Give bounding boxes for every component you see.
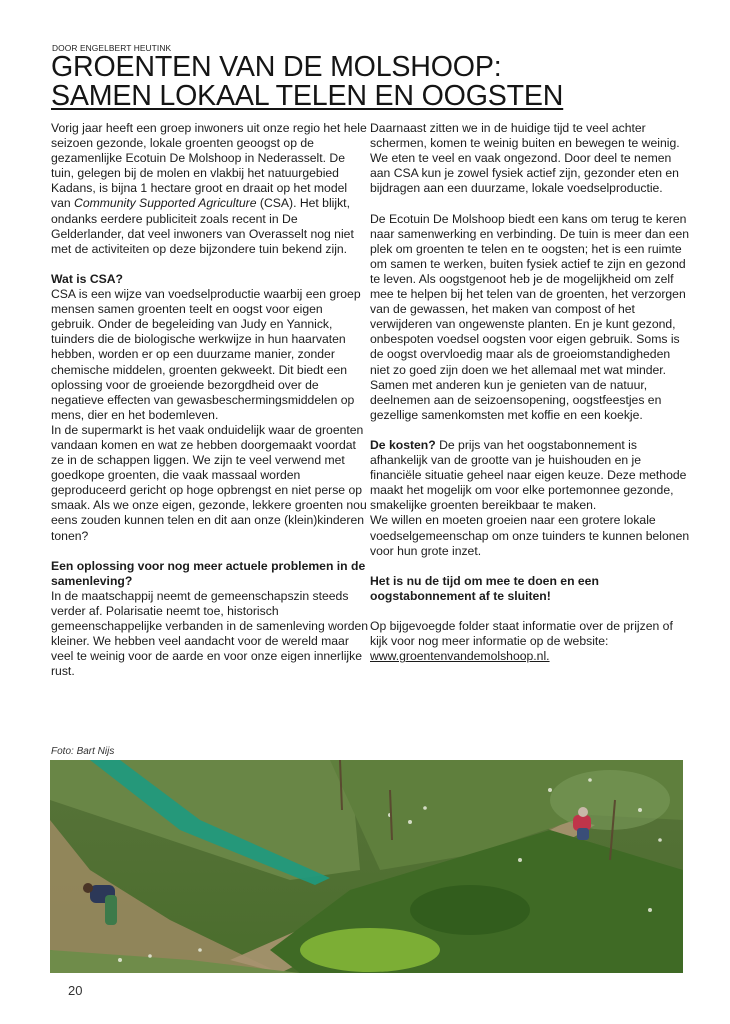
problems-paragraph: In de maatschappij neemt de gemeenschapszin steeds verder af. Polarisatie neemt toe, historisch gemeenschappelijke verbanden in de samenleving worden kleiner. We hebben veel aandacht voor de wereld maar veel te weinig voor de aarde en voor onze eigen innerlijke rust.: [51, 588, 369, 679]
costs-text: De prijs van het oogstabonnement is afhankelijk van de grootte van je huishouden en je financiële situatie geheel naar eigen keuze. Deze methode maakt het mogelijk om voor elke portemonnee gezonde, smakelijke groenten bereikbaar te maken.: [370, 437, 687, 513]
lettuce-row: [300, 928, 440, 972]
page-number: 20: [68, 983, 83, 998]
intro-italic-term: Community Supported Agriculture: [74, 196, 257, 211]
csa-paragraph-2: In de supermarkt is het vaak onduidelijk waar de groenten vandaan komen en wat ze hebben doorgemaakt voordat ze in de schappen liggen. We zijn te veel verwend met goedkope groenten, die vaak massaal worden geproduceerd gericht op hoge opbrengst en niet perse op smaak. Als we onze eigen, gezonde, lekkere groenten nou eens zouden kunnen telen en dit aan onze (klein)kinderen tonen?: [51, 422, 367, 543]
title-line-2: SAMEN LOKAAL TELEN EN OOGSTEN: [51, 80, 564, 112]
garden-photo-illustration: [50, 760, 683, 973]
flower-patch: [550, 770, 670, 830]
photo-caption: Foto: Bart Nijs: [51, 746, 115, 757]
csa-paragraph-1: CSA is een wijze van voedselproductie waarbij een groep mensen samen groenten teelt en oogst voor eigen gebruik. Onder de begeleiding van Judy en Yannick, tuinders die de biologische werkwijze in hun haarvaten hebben, worden er op een duurzame manier, zonder chemische middelen, groenten gekweekt. Dit biedt een oplossing voor de groeiende bezorgdheid over de negatieve effecten van gewasbeschermingsmiddelen op mens, dier en het bodemleven.: [51, 287, 361, 422]
right-paragraph-4: We willen en moeten groeien naar een grotere lokale voedselgemeenschap om onze tuinders te kunnen belonen voor hun grote inzet.: [370, 513, 690, 558]
title-line-1: GROENTEN VAN DE MOLSHOOP:: [51, 51, 502, 83]
zucchini-plants: [410, 885, 530, 935]
intro-text-1: Vorig jaar heeft een groep inwoners uit onze regio het hele seizoen gezonde, lokale groenten geoogst op de gezamenlijke Ecotuin De Molshoop in Nederasselt. De tuin, gelegen bij de molen en vlakbij het natuurgebied Kadans, is bijna 1 hectare groot en draait op het model van: [51, 121, 367, 211]
intro-text-2: (CSA). Het blijkt, ondanks eerdere publiciteit zoals recent in De Gelderlander, dat veel inwoners van Overasselt nog niet met de activiteiten op deze bijzondere tuin bekend zijn.: [51, 196, 354, 256]
left-column: [51, 121, 369, 679]
right-paragraph-2: De Ecotuin De Molshoop biedt een kans om terug te keren naar samenwerking en verbinding. De tuin is meer dan een plek om groenten te telen en te oogsten; het is een ruimte om samen te werken, buiten fysiek actief te zijn en gezond te leven. Als oogstgenoot heb je de mogelijkheid om zelf mee te helpen bij het telen van de groenten, het verzorgen van de gewassen, het maken van compost of het verwijderen van ongewenste planten. En je kunt gezond, onbespoten voedsel oogsten voor eigen gebruik. Soms is de oogst overvloedig maar als de groeiomstandigheden niet zo goed zijn doen we het allemaal met wat minder. Samen met anderen kun je genieten van de natuur, deelnemen aan de seizoensopening, oogstfeestjes en gezellige samenkomsten met koffie en een koekje.: [370, 211, 690, 422]
article-title: [51, 53, 563, 111]
costs-label: De kosten?: [370, 437, 436, 452]
right-column: [370, 121, 690, 664]
website-link[interactable]: www.groentenvandemolshoop.nl.: [370, 649, 550, 664]
right-paragraph-5: Op bijgevoegde folder staat informatie over de prijzen of kijk voor nog meer informatie op de website:: [370, 619, 673, 649]
costs-paragraph: [370, 438, 690, 513]
section-heading-problems: Een oplossing voor nog meer actuele problemen in de samenleving?: [51, 558, 366, 588]
intro-paragraph: [51, 121, 369, 257]
right-paragraph-1: Daarnaast zitten we in de huidige tijd te veel achter schermen, komen te weinig buiten en bewegen te weinig. We eten te veel en vaak ongezond. Door deel te nemen aan CSA kun je zowel fysiek actief zijn, gezonder eten en bijdragen aan een duurzame, lokale voedselproductie.: [370, 121, 680, 196]
byline: DOOR ENGELBERT HEUTINK: [52, 43, 172, 53]
call-to-action: Het is nu de tijd om mee te doen en een oogstabonnement af te sluiten!: [370, 573, 599, 603]
garden-photo: [50, 760, 683, 973]
section-heading-csa: Wat is CSA?: [51, 271, 123, 286]
